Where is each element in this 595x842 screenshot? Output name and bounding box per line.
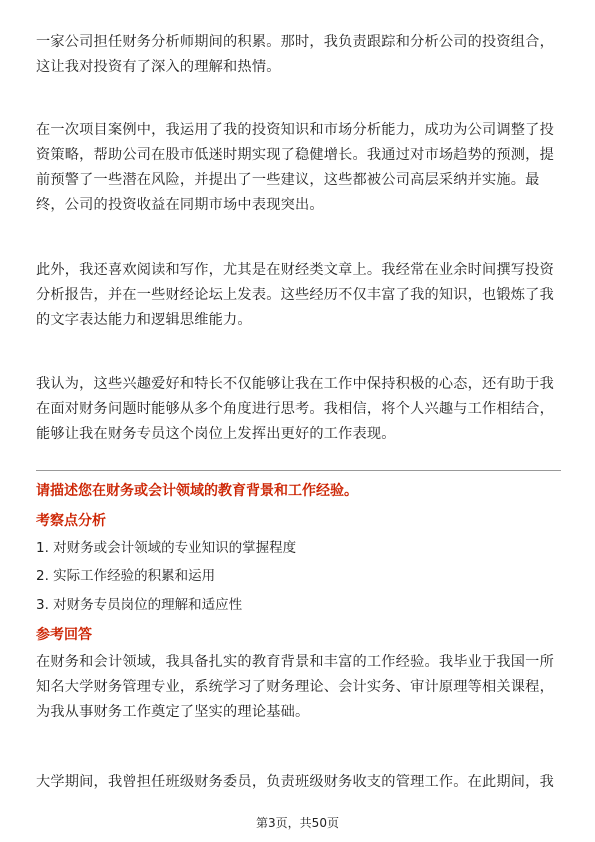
analysis-heading: 考察点分析 xyxy=(36,513,106,529)
question-heading: 请描述您在财务或会计领域的教育背景和工作经验。 xyxy=(36,483,358,499)
body-paragraph: 此外，我还喜欢阅读和写作，尤其是在财经类文章上。我经常在业余时间撰写投资分析报告，并在一些财经论坛上发表。这些经历不仅丰富了我的知识，也锻炼了我的文字表达能力和逻辑思维能力。 xyxy=(36,262,554,328)
analysis-point: 1. 对财务或会计领域的专业知识的掌握程度 xyxy=(36,540,297,556)
analysis-point: 2. 实际工作经验的积累和运用 xyxy=(36,568,216,584)
body-paragraph: 一家公司担任财务分析师期间的积累。那时，我负责跟踪和分析公司的投资组合，这让我对投资有了深入的理解和热情。 xyxy=(36,34,554,75)
section-divider xyxy=(36,470,561,471)
page-number: 第3页，共50页 xyxy=(256,816,339,830)
answer-heading: 参考回答 xyxy=(36,627,92,643)
answer-paragraph: 大学期间，我曾担任班级财务委员，负责班级财务收支的管理工作。在此期间，我 xyxy=(36,774,554,790)
analysis-point: 3. 对财务专员岗位的理解和适应性 xyxy=(36,597,243,613)
body-paragraph: 我认为，这些兴趣爱好和特长不仅能够让我在工作中保持积极的心态，还有助于我在面对财务问题时能够从多个角度进行思考。我相信，将个人兴趣与工作相结合，能够让我在财务专员这个岗位上发挥出更好的工作表现。 xyxy=(36,376,554,442)
answer-paragraph: 在财务和会计领域，我具备扎实的教育背景和丰富的工作经验。我毕业于我国一所知名大学财务管理专业，系统学习了财务理论、会计实务、审计原理等相关课程，为我从事财务工作奠定了坚实的理论基础。 xyxy=(36,654,554,720)
body-paragraph: 在一次项目案例中，我运用了我的投资知识和市场分析能力，成功为公司调整了投资策略，帮助公司在股市低迷时期实现了稳健增长。我通过对市场趋势的预测，提前预警了一些潜在风险，并提出了一些建议，这些都被公司高层采纳并实施。最终，公司的投资收益在同期市场中表现突出。 xyxy=(36,122,554,213)
